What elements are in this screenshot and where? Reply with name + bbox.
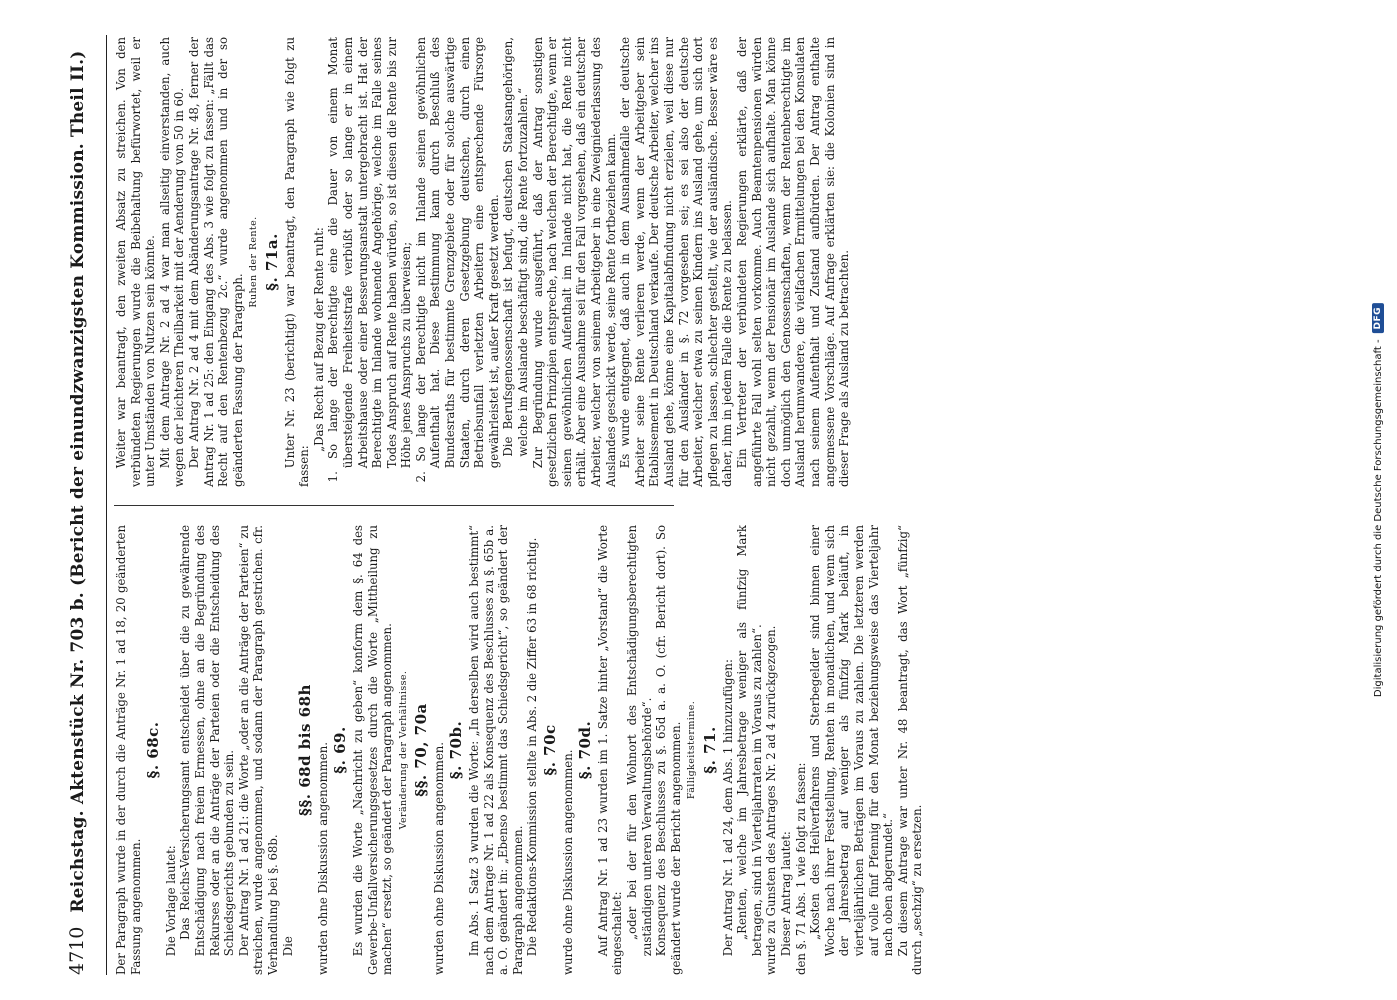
right-column bbox=[114, 37, 852, 487]
left-column bbox=[114, 525, 925, 975]
paragraph: Die bbox=[280, 936, 295, 957]
subheading: Veränderung der Verhältnisse. bbox=[397, 670, 409, 830]
paragraph: wurde zu Gunsten des Antrages Nr. 2 ad 4 zurückgezogen. bbox=[764, 625, 779, 975]
paragraph: wurden ohne Diskussion angenommen. bbox=[315, 742, 330, 975]
section-heading: §§. 68d bis 68h bbox=[296, 684, 315, 816]
dfg-logo-icon: DFG bbox=[1372, 303, 1384, 334]
section-heading: §. 70c bbox=[541, 724, 560, 776]
section-heading: §. 68c. bbox=[144, 721, 163, 779]
page-number: 4710 bbox=[66, 926, 88, 975]
paragraph: Weiter war beantragt, den zweiten Absatz zu streichen. Von den verbündeten Regierungen wurde die Beibehaltung befürwortet, weil er unter Umständen von Nutzen sein könnte. bbox=[114, 37, 158, 487]
paragraph: Auf Antrag Nr. 1 ad 23 wurden im 1. Satze hinter „Vorstand“ die Worte eingeschaltet: bbox=[595, 525, 625, 975]
numbered-item: 2. So lange der Berechtigte nicht im Inlande seinen gewöhnlichen Aufenthalt hat. Diese Bestimmung kann durch Beschluß des Bundesraths für bestimmte Grenzgebiete oder für solche auswärtige Staaten, durch deren Gesetzgebung deutschen, durch einen Betriebsunfall verletzten Arbeitern eine entsprechende Fürsorge gewährleistet ist, außer Kraft gesetzt werden. bbox=[413, 37, 501, 483]
section-heading: §. 70b. bbox=[447, 720, 466, 780]
paragraph: Unter Nr. 23 (berichtigt) war beantragt, den Paragraph wie folgt zu fassen: bbox=[282, 37, 312, 487]
section-heading: §. 70d. bbox=[576, 720, 595, 780]
paragraph: Dieser Antrag lautet: bbox=[778, 831, 793, 957]
paragraph: „Das Recht auf Bezug der Rente ruht: bbox=[311, 227, 326, 452]
paragraph: „oder bei der für den Wohnort des Entschädigungsberechtigten zuständigen unteren Verwaltungsbehörde“. bbox=[625, 525, 654, 957]
paragraph: Es wurden die Worte „Nachricht zu geben“ konform dem §. 64 des Gewerbe-Unfallversicherungsgesetzes durch die Worte „Mittheilung zu machen“ ersetzt, so geändert der Paragraph angenommen. bbox=[350, 525, 395, 975]
header-title: Reichstag. Aktenstück Nr. 703 b. (Bericht der einundzwanzigsten Kommission. Theil II.) bbox=[68, 50, 88, 913]
subheading: Fälligkeitstermine. bbox=[686, 700, 698, 800]
paragraph: wurde ohne Diskussion angenommen. bbox=[560, 749, 575, 975]
indented-paragraph: Die Berufsgenossenschaft ist befugt, deutschen Staatsangehörigen, welche im Auslande beschäftigt sind, die Rente fortzuzahlen.“ bbox=[501, 37, 531, 457]
numbered-item: 1. So lange der Berechtigte eine die Dauer von einem Monat übersteigende Freiheitsstrafe verbüßt oder so lange er in einem Arbeitshause oder einer Besserungsanstalt untergebracht ist. Hat der Berechtigte im Inlande wohnende Angehörige, welche im Falle seines Todes Anspruch auf Rente haben würden, so ist diesen die Rente bis zur Höhe jenes Anspruchs zu überweisen; bbox=[326, 37, 414, 483]
rotated-page bbox=[66, 35, 1316, 975]
paragraph: Der Antrag Nr. 2 ad 4 mit dem Abänderungsantrage Nr. 48, ferner der Antrag Nr. 1 ad 25: den Eingang des Abs. 3 wie folgt zu fassen: „Fällt das Recht auf den Rentenbezug 2c.“ wurde angenommen und in der so geänderten Fassung der Paragraph. bbox=[186, 37, 245, 487]
paragraph: Der Antrag Nr. 1 ad 21: die Worte „oder an die Anträge der Parteien“ zu streichen, wurde angenommen, und sodann der Paragraph gestrichen. cfr. Verhandlung bei §. 68b. bbox=[236, 525, 280, 975]
section-heading: §§. 70, 70a bbox=[412, 703, 431, 797]
running-header bbox=[66, 35, 107, 975]
dfg-credit-text: Digitalisierung gefördert durch die Deutsche Forschungsgemeinschaft - bbox=[1372, 339, 1384, 698]
paragraph: Es wurde entgegnet, daß auch in dem Ausnahmefalle der deutsche Arbeiter seine Rente verlieren werde, wenn der Arbeitgeber sein Etablissement in Deutschland verkaufe. Der deutsche Arbeiter, welcher ins Ausland gehe, könne eine Kapitalabfindung nicht erzielen, weil diese nur für den Ausländer in §. 72 vorgesehen sei; es sei also der deutsche Arbeiter, welcher etwa zu seinen Kindern ins Ausland gehe, um sich dort pflegen zu lassen, schlechter gestellt, wie der ausländische. Besser wäre es daher, ihm in jedem Falle die Rente zu belassen. bbox=[618, 37, 735, 487]
paragraph: Der Paragraph wurde in der durch die Anträge Nr. 1 ad 18, 20 geänderten Fassung angenommen. bbox=[114, 525, 143, 975]
column-divider bbox=[114, 505, 674, 506]
paragraph: Das Reichs-Versicherungsamt entscheidet über die zu gewährende Entschädigung nach freiem Ermessen, ohne an die Begründung des Rekurses oder an die Anträge der Parteien oder die Entscheidung des Schiedsgerichts gebunden zu sein. bbox=[178, 525, 237, 957]
section-heading: §. 69. bbox=[331, 726, 350, 774]
subheading: Ruhen der Rente. bbox=[248, 216, 260, 308]
paragraph: wurden ohne Diskussion angenommen. bbox=[431, 742, 446, 975]
paragraph: Die Redaktions-Kommission stellte in Abs. 2 die Ziffer 63 in 68 richtig. bbox=[525, 537, 540, 957]
paragraph: den §. 71 Abs. 1 wie folgt zu fassen: bbox=[793, 762, 808, 975]
paragraph: Der Antrag Nr. 1 ad 24, dem Abs. 1 hinzuzufügen: bbox=[720, 659, 735, 957]
paragraph: „Renten, welche im Jahresbetrage weniger als fünfzig Mark betragen, sind in Vierteljahrraten im Voraus zu zahlen“. bbox=[735, 525, 764, 957]
section-heading: §. 71a. bbox=[262, 233, 281, 291]
paragraph: Ein Vertreter der verbündeten Regierungen erklärte, daß der angeführte Fall wohl selten vorkomme. Auch Beamtenpensionen würden nicht gezahlt, wenn der Pensionär im Auslande sich aufhalte. Man könne doch unmöglich den Genossenschaften, wenn der Rentenberechtigte im Ausland herumwandere, die vielfachen Ermittelungen bei den Konsulaten nach seinem Aufenthalt und Zustand aufbürden. Der Antrag enthalte angemessene Vorschläge. Auf Anfrage erklärten sie: die Kolonien sind in dieser Frage als Ausland zu betrachten. bbox=[734, 37, 852, 487]
paragraph: Mit dem Antrage Nr. 2 ad 4 war man allseitig einverstanden, auch wegen der leichteren Theilbarkeit mit der Aenderung von 50 in 60. bbox=[157, 37, 187, 487]
paragraph: Die Vorlage lautet: bbox=[163, 845, 178, 957]
paragraph: Im Abs. 1 Satz 3 wurden die Worte: „In derselben wird auch bestimmt“ nach dem Antrage Nr. 1 ad 22 als Konsequenz des Beschlusses zu §. 65b a. a. O. geändert in: „Ebenso bestimmt das Schiedsgericht“, so geändert der Paragraph angenommen. bbox=[467, 525, 525, 975]
dfg-credit bbox=[1372, 303, 1384, 697]
paragraph: Konsequenz des Beschlusses zu §. 65d a. a. O. (cfr. Bericht dort). So geändert wurde der Bericht angenommen. bbox=[654, 525, 683, 975]
paragraph: Zur Begründung wurde ausgeführt, daß der Antrag sonstigen gesetzlichen Prinzipien entspreche, nach welchen der Berechtigte, wenn er seinen gewöhnlichen Aufenthalt im Inlande nicht hat, die Rente nicht erhält. Aber eine Ausnahme sei für den Fall vorgesehen, daß ein deutscher Arbeiter, welcher von seinem Arbeitgeber in eine Zweigniederlassung des Auslandes geschickt werde, seine Rente fortbeziehen kann. bbox=[530, 37, 618, 487]
section-heading: §. 71. bbox=[700, 726, 719, 774]
paragraph: „Kosten des Heilverfahrens und Sterbegelder sind binnen einer Woche nach ihrer Feststellung, Renten in monatlichen, und wenn sich der Jahresbetrag auf weniger als fünfzig Mark beläuft, in vierteljährlichen Beträgen im Voraus zu zahlen. Die letzteren werden auf volle fünf Pfennig für den Monat beziehungsweise das Vierteljahr nach oben abgerundet.“ bbox=[808, 525, 896, 957]
paragraph: Zu diesem Antrage war unter Nr. 48 beantragt, das Wort „fünfzig“ durch „sechzig“ zu ersetzen. bbox=[895, 525, 925, 975]
